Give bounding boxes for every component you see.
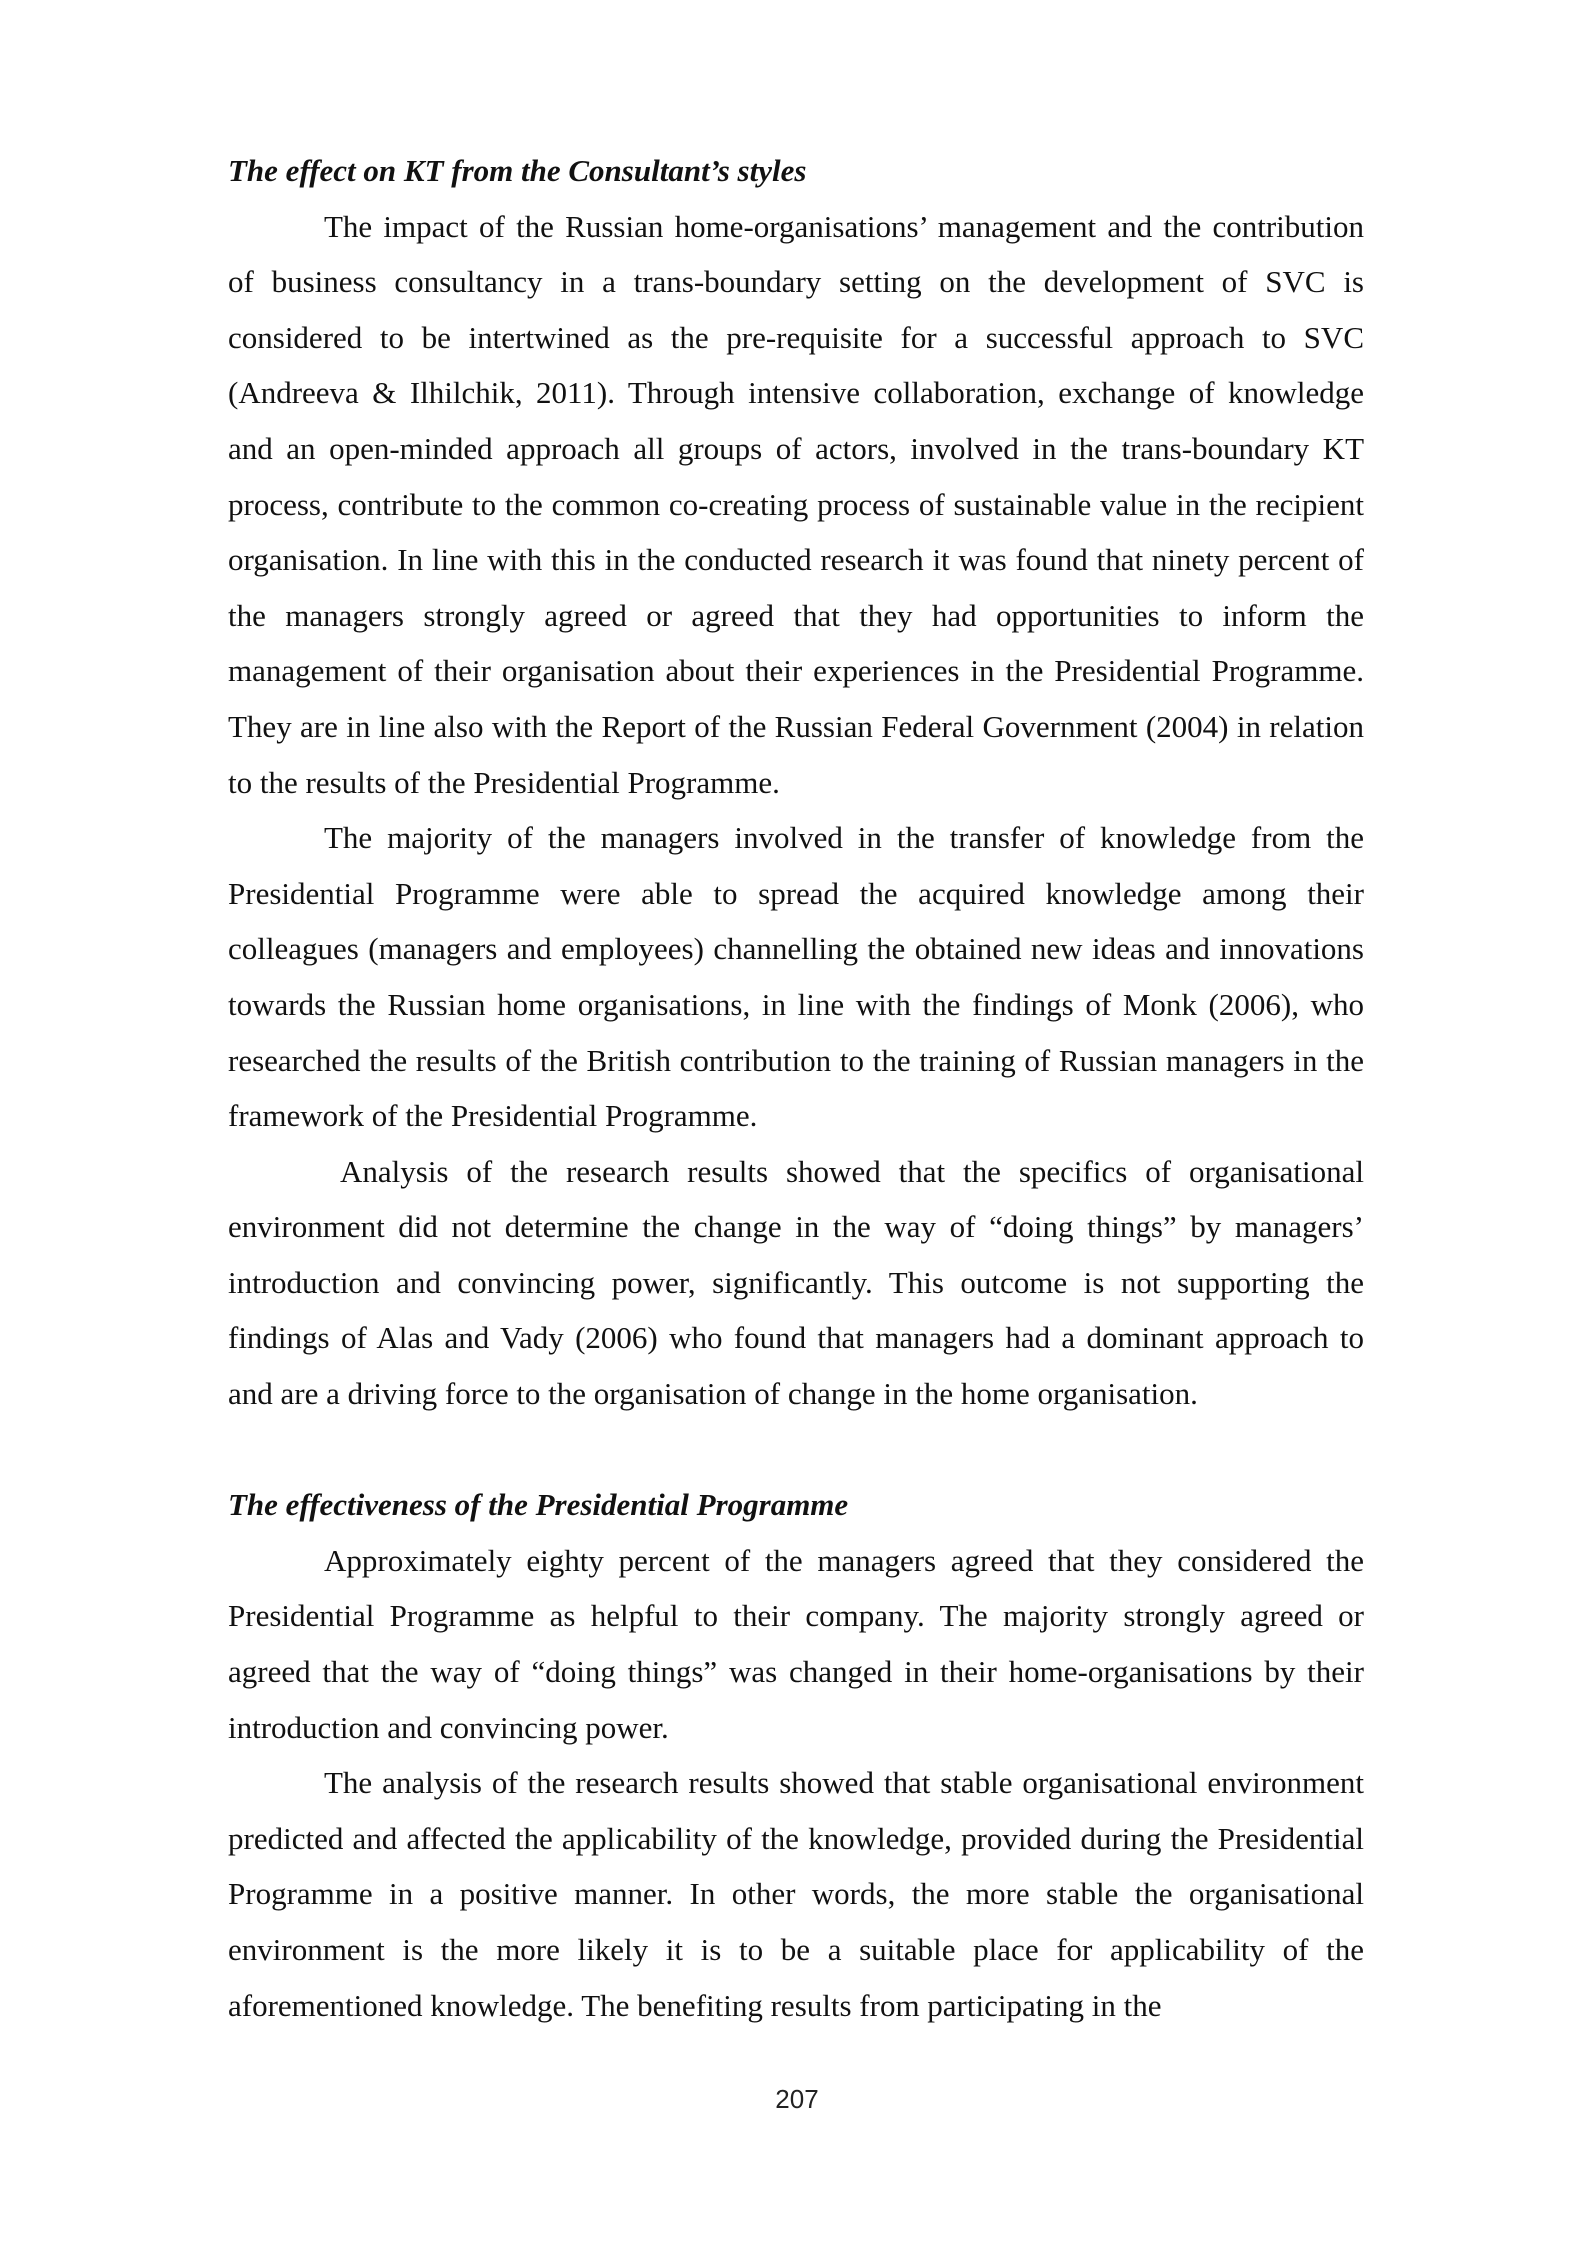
paragraph: The majority of the managers involved in the transfer of knowledge from the Presidential Programme were able to spread the acquired knowledge among their colleagues (managers and employees) channelling the obtained new ideas and innovations towards the Russian home organisations, in line with the findings of Monk (2006), who researched the results of the British contribution to the training of Russian managers in the framework of the Presidential Programme. <box>228 820 1364 1134</box>
section-heading-consultant-styles: The effect on KT from the Consultant’s styles <box>228 153 807 188</box>
paragraph: The analysis of the research results showed that stable organisational environment predicted and affected the applicability of the knowledge, provided during the Presidential Programme in a positive manner. In other words, the more stable the organisational environment is the more likely it is to be a suitable place for applicability of the aforementioned knowledge. The benefiting results from participating in the <box>228 1765 1364 2023</box>
section-spacer <box>228 1422 1364 1478</box>
paragraph: Analysis of the research results showed that the specifics of organisational environment did not determine the change in the way of “doing things” by managers’ introduction and convincing power, significantly. This outcome is not supporting the findings of Alas and Vady (2006) who found that managers had a dominant approach to and are a driving force to the organisation of change in the home organisation. <box>228 1153 1364 1412</box>
paragraph: Approximately eighty percent of the managers agreed that they considered the Presidential Programme as helpful to their company. The majority strongly agreed or agreed that the way of “doing things” was changed in their home-organisations by their introduction and convincing power. <box>228 1542 1364 1745</box>
section-heading-programme-effectiveness: The effectiveness of the Presidential Programme <box>228 1487 849 1523</box>
page-body <box>228 143 1364 2033</box>
page-number: 207 <box>775 2084 819 2114</box>
paragraph: The impact of the Russian home-organisations’ management and the contribution of business consultancy in a trans-boundary setting on the development of SVC is considered to be intertwined as the pre-requisite for a successful approach to SVC (Andreeva & Ilhilchik, 2011). Through intensive collaboration, exchange of knowledge and an open-minded approach all groups of actors, involved in the trans-boundary KT process, contribute to the common co-creating process of sustainable value in the recipient organisation. In line with this in the conducted research it was found that ninety percent of the managers strongly agreed or agreed that they had opportunities to inform the management of their organisation about their experiences in the Presidential Programme. They are in line also with the Report of the Russian Federal Government (2004) in relation to the results of the Presidential Programme. <box>228 208 1364 800</box>
